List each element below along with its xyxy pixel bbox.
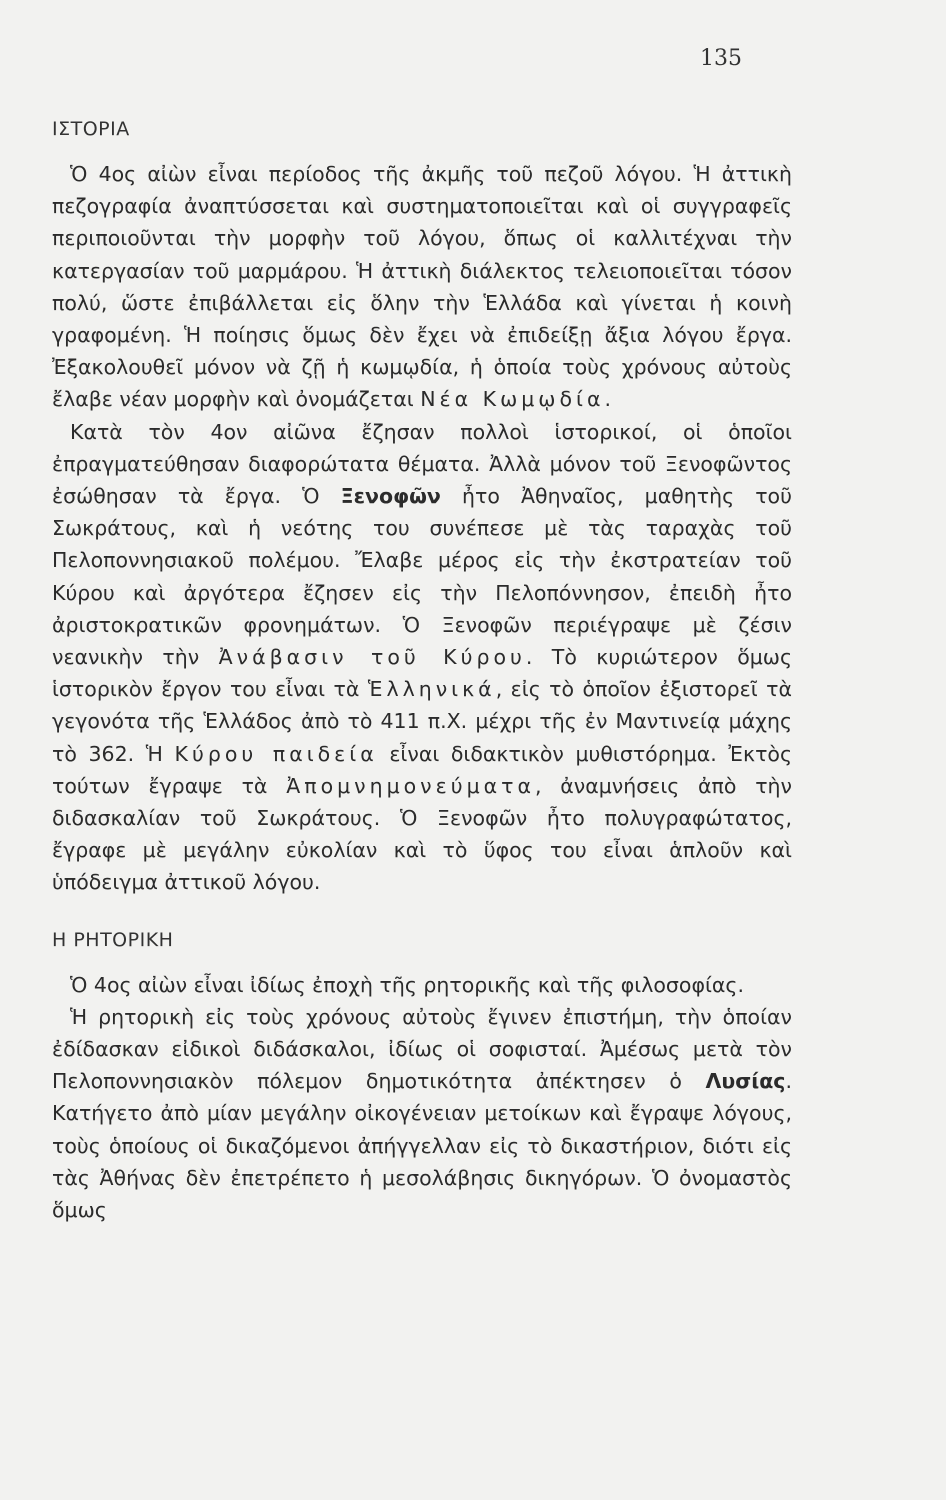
paragraph-text: εἶναι διδακτικὸν μυθιστόρημα. Ἐκτὸς τούτων ἔγραψε τὰ — [52, 741, 792, 798]
title-anabasis: Ἀνάβασιν τοῦ Κύρου — [218, 645, 526, 670]
title-hellenica: Ἑλληνικά — [367, 677, 496, 702]
page-number: 135 — [700, 46, 742, 71]
name-lysias: Λυσίας — [705, 1069, 786, 1094]
title-cyropaedia: Κύρου παιδεία — [174, 741, 378, 766]
punctuation: . — [604, 387, 611, 412]
title-memorabilia: Ἀπομνημονεύματα — [286, 773, 535, 798]
section-heading-history: ΙΣΤΟΡΙΑ — [52, 118, 130, 140]
paragraph-text: , εἰς τὸ ὁποῖον ἐξιστορεῖ τὰ γεγονότα τῆς Ἑλλάδος ἀπὸ τὸ 411 π.Χ. μέχρι τῆς ἐν Μαντινείᾳ μάχης τὸ 362. Ἡ — [52, 677, 792, 766]
paragraph-lysias — [52, 1001, 792, 1226]
paragraph-xenophon — [52, 416, 792, 899]
paragraph-text: Ἡ ρητορικὴ εἰς τοὺς χρόνους αὐτοὺς ἔγινεν ἐπιστήμη, τὴν ὁποίαν ἐδίδασκαν εἰδικοὶ διδάσκαλοι, ἰδίως οἱ σοφισταί. Ἀμέσως μετὰ τὸν Πελοποννησιακὸν πόλεμον δημοτικότητα ἀπέκτησεν ὁ — [52, 1004, 792, 1094]
emphasis-new-comedy: Νέα Κωμῳδία — [420, 387, 605, 412]
paragraph-text: Ὁ 4ος αἰὼν εἶναι περίοδος τῆς ἀκμῆς τοῦ πεζοῦ λόγου. Ἡ ἀττικὴ πεζογραφία ἀναπτύσσεται καὶ συστηματοποιεῖται καὶ οἱ συγγραφεῖς περιποιοῦνται τὴν μορφὴν τοῦ λόγου, ὅπως οἱ καλλιτέχναι τὴν κατεργασίαν τοῦ μαρμάρου. Ἡ ἀττικὴ διάλεκτος τελειοποιεῖται τόσον πολύ, ὥστε ἐπιβάλλεται εἰς ὅλην τὴν Ἑλλάδα καὶ γίνεται ἡ κοινὴ γραφομένη. Ἡ ποίησις ὅμως δὲν ἔχει νὰ ἐπιδείξῃ ἄξια λόγου ἔργα. Ἐξακολουθεῖ μόνον νὰ ζῇ ἡ κωμῳδία, ἡ ὁποία τοὺς χρόνους αὐτοὺς ἔλαβε νέαν μορφὴν καὶ ὀνομάζεται — [52, 162, 792, 412]
paragraph-rhetoric-intro: Ὁ 4ος αἰὼν εἶναι ἰδίως ἐποχὴ τῆς ρητορικῆς καὶ τῆς φιλοσοφίας. — [70, 972, 744, 997]
paragraph-text: Ὁ — [302, 484, 320, 509]
name-xenophon: Ξενοφῶν — [340, 484, 441, 509]
paragraph-text: . Κατήγετο ἀπὸ μίαν μεγάλην οἰκογένειαν μετοίκων καὶ ἔγραψε λόγους, τοὺς ὁποίους οἱ δικαζόμενοι ἀπήγγελλαν εἰς τὸ δικαστήριον, διότι εἰς τὰς Ἀθήνας δὲν ἐπετρέπετο ἡ μεσολάβησις δικηγόρων. Ὁ ὀνομαστὸς ὅμως — [52, 1069, 792, 1223]
paragraph-text: . Τὸ κυριώτερον ὅμως ἱστορικὸν ἔργον του εἶναι τὰ — [52, 645, 792, 702]
page-body — [52, 118, 792, 1226]
paragraph-text: ἦτο Ἀθηναῖος, μαθητὴς τοῦ Σωκράτους, καὶ ἡ νεότης του συνέπεσε μὲ τὰς ταραχὰς τοῦ Πελοποννησιακοῦ πολέμου. Ἔλαβε μέρος εἰς τὴν ἐκστρατείαν τοῦ Κύρου καὶ ἀργότερα ἔζησεν εἰς τὴν Πελοπόννησον, ἐπειδὴ ἦτο ἀριστοκρατικῶν φρονημάτων. Ὁ Ξενοφῶν περιέγραψε μὲ ζέσιν νεανικὴν τὴν — [52, 484, 792, 670]
section-heading-rhetoric: Η ΡΗΤΟΡΙΚΗ — [52, 928, 174, 951]
paragraph-text: , ἀναμνήσεις ἀπὸ τὴν διδασκαλίαν τοῦ Σωκράτους. Ὁ Ξενοφῶν ἦτο πολυγραφώτατος, ἔγραφε μὲ μεγάλην εὐκολίαν καὶ τὸ ὕφος του εἶναι ἁπλοῦν καὶ ὑπόδειγμα ἀττικοῦ λόγου. — [52, 773, 792, 895]
paragraph-text: Κατὰ τὸν 4ον αἰῶνα ἔζησαν πολλοὶ ἱστορικοί, οἱ ὁποῖοι ἐπραγματεύθησαν διαφορώτατα θέματα. Ἀλλὰ μόνον τοῦ Ξενοφῶντος ἐσώθησαν τὰ ἔργα. — [52, 419, 792, 509]
paragraph-history-intro — [52, 158, 792, 416]
